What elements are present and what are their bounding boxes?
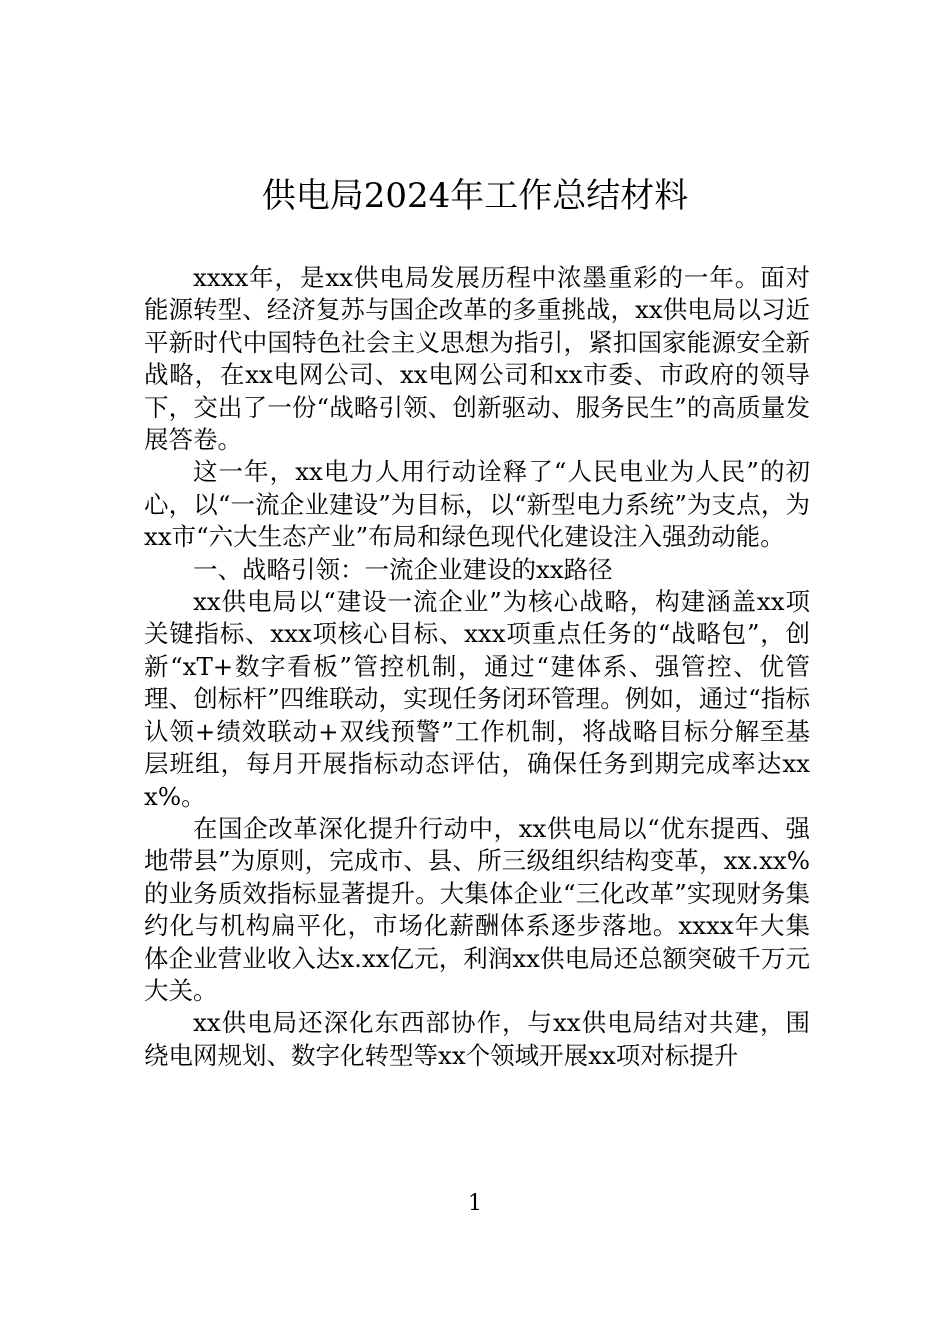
section-heading: 一、战略引领：一流企业建设的xx路径 bbox=[193, 554, 613, 584]
paragraph-summary: 这一年，xx电力人用行动诠释了“人民电业为人民”的初心，以“一流企业建设”为目标，以“新型电力系统”为支点，为xx市“六大生态产业”布局和绿色现代化建设注入强劲动能。 bbox=[144, 457, 810, 552]
page-number: 1 bbox=[468, 1191, 482, 1216]
document-body bbox=[144, 262, 810, 1072]
document-title: 供电局2024年工作总结材料 bbox=[261, 176, 689, 216]
paragraph-intro: xxxx年，是xx供电局发展历程中浓墨重彩的一年。面对能源转型、经济复苏与国企改革的多重挑战，xx供电局以习近平新时代中国特色社会主义思想为指引，紧扣国家能源安全新战略，在xx电网公司、xx电网公司和xx市委、市政府的领导下，交出了一份“战略引领、创新驱动、服务民生”的高质量发展答卷。 bbox=[144, 263, 810, 455]
paragraph-reform: 在国企改革深化提升行动中，xx供电局以“优东提西、强地带县”为原则，完成市、县、所三级组织结构变革，xx.xx%的业务质效指标显著提升。大集体企业“三化改革”实现财务集约化与机构扁平化，市场化薪酬体系逐步落地。xxxx年大集体企业营业收入达x.xx亿元，利润xx供电局还总额突破千万元大关。 bbox=[144, 813, 810, 1005]
paragraph-strategy: xx供电局以“建设一流企业”为核心战略，构建涵盖xx项关键指标、xxx项核心目标、xxx项重点任务的“战略包”，创新“xT+数字看板”管控机制，通过“建体系、强管控、优管理、创标杆”四维联动，实现任务闭环管理。例如，通过“指标认领+绩效联动+双线预警”工作机制，将战略目标分解至基层班组，每月开展指标动态评估，确保任务到期完成率达xxx%。 bbox=[144, 587, 810, 811]
paragraph-cooperation: xx供电局还深化东西部协作，与xx供电局结对共建，围绕电网规划、数字化转型等xx个领域开展xx项对标提升 bbox=[144, 1008, 810, 1070]
